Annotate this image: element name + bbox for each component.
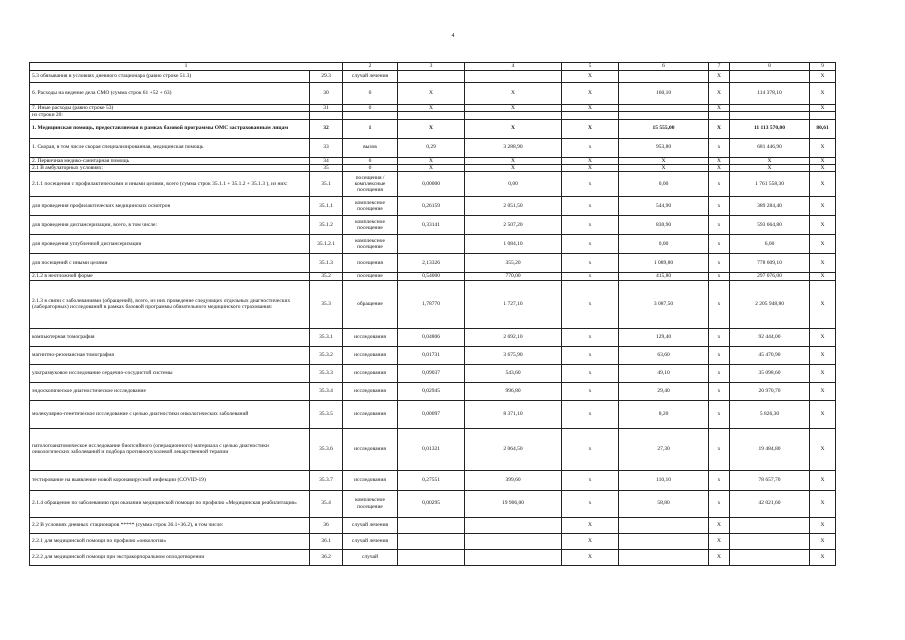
table-cell: 35.3.7 <box>310 470 343 490</box>
table-cell: 35.1.1 <box>310 197 343 216</box>
table-cell: исследования <box>343 470 398 490</box>
table-cell: 996,80 <box>465 382 562 400</box>
table-cell <box>465 71 562 83</box>
table-cell: 2 051,50 <box>465 197 562 216</box>
table-cell: 35.3.1 <box>310 328 343 346</box>
table-cell: 1 761 558,30 <box>730 172 810 197</box>
table-cell: исследования <box>343 328 398 346</box>
table-cell: 953,80 <box>619 138 709 157</box>
table-cell: 399,60 <box>465 470 562 490</box>
table-cell <box>562 112 619 119</box>
table-row <box>30 517 836 533</box>
table-cell: X <box>709 119 730 138</box>
table-cell: 0,00000 <box>398 172 465 197</box>
table-row <box>30 280 836 328</box>
table-cell: X <box>709 549 730 565</box>
table-cell: 0,29 <box>398 138 465 157</box>
row-label: 2.1.2 в неотложной форме <box>30 273 310 280</box>
table-cell <box>343 112 398 119</box>
table-cell: 0,00097 <box>398 400 465 428</box>
table-cell: X <box>810 197 836 216</box>
table-row <box>30 346 836 364</box>
table-cell: x <box>709 428 730 470</box>
table-cell: 593 664,80 <box>730 216 810 235</box>
table-cell: 2 064,50 <box>465 428 562 470</box>
table-cell: x <box>709 273 730 280</box>
table-cell: X <box>810 138 836 157</box>
row-label: 7. Иные расходы (равно строке 53) <box>30 105 310 112</box>
table-cell: x <box>709 235 730 254</box>
table-cell: 63,60 <box>619 346 709 364</box>
table-cell: X <box>562 157 619 164</box>
financing-table <box>29 62 836 566</box>
table-cell: X <box>398 164 465 171</box>
table-cell: исследования <box>343 400 398 428</box>
table-cell: 49,10 <box>619 364 709 382</box>
table-cell: 110,10 <box>619 470 709 490</box>
table-row <box>30 119 836 138</box>
row-label: патологоанатомическое исследование биопсийного (операционного) материала с целью диагностики онкологических заболеваний и подбора противоопухолевой лекарственной терапии <box>30 428 310 470</box>
row-label: для посещений с иными целями <box>30 254 310 273</box>
table-cell: случай лечения <box>343 517 398 533</box>
table-row <box>30 382 836 400</box>
table-cell: 0,26159 <box>398 197 465 216</box>
table-row <box>30 172 836 197</box>
table-cell: 0 <box>343 105 398 112</box>
row-label: 6. Расходы на ведение дела СМО (сумма строк 61 +52 + 63) <box>30 83 310 105</box>
table-cell: 58,80 <box>619 490 709 517</box>
table-cell: 0,00 <box>619 235 709 254</box>
table-cell: X <box>465 83 562 105</box>
table-cell <box>810 112 836 119</box>
table-cell <box>465 517 562 533</box>
table-cell: x <box>562 197 619 216</box>
table-cell: 355,20 <box>465 254 562 273</box>
table-cell: 32 <box>310 119 343 138</box>
header-cell: 3 <box>398 63 465 71</box>
table-cell: 543,60 <box>465 364 562 382</box>
table-cell <box>398 533 465 549</box>
row-label: эндоскопическое диагностическое исследование <box>30 382 310 400</box>
table-cell: 1 084,10 <box>465 235 562 254</box>
table-cell: случай <box>343 549 398 565</box>
table-cell: 5 826,30 <box>730 400 810 428</box>
table-cell: X <box>709 533 730 549</box>
table-cell: X <box>562 119 619 138</box>
table-cell: 35.1.3 <box>310 254 343 273</box>
table-cell: X <box>709 71 730 83</box>
table-cell: 35.3 <box>310 280 343 328</box>
row-label: 2.1.4 обращение по заболеванию при оказании медицинской помощи по профилю «Медицинская реабилитация» <box>30 490 310 517</box>
table-cell: 78 657,70 <box>730 470 810 490</box>
table-cell: 35.1 <box>310 172 343 197</box>
table-cell: 8 371,10 <box>465 400 562 428</box>
table-cell: 92 444,00 <box>730 328 810 346</box>
table-cell: X <box>398 105 465 112</box>
table-cell: случай лечения <box>343 533 398 549</box>
table-row <box>30 328 836 346</box>
table-cell: 35 <box>310 164 343 171</box>
table-cell: X <box>562 549 619 565</box>
table-cell: 35.1.2 <box>310 216 343 235</box>
table-cell: 0,00 <box>465 172 562 197</box>
table-cell: 2,13326 <box>398 254 465 273</box>
table-cell: X <box>562 517 619 533</box>
table-cell <box>730 105 810 112</box>
table-cell: X <box>465 119 562 138</box>
table-cell: 3 288,90 <box>465 138 562 157</box>
row-label: для проведения диспансеризации, всего, в том числе: <box>30 216 310 235</box>
header-cell: 8 <box>730 63 810 71</box>
row-label: молекулярно-генетическое исследование с целью диагностики онкологических заболеваний <box>30 400 310 428</box>
table-cell: 29,40 <box>619 382 709 400</box>
table-cell: комплексное посещение <box>343 490 398 517</box>
table-cell: x <box>709 197 730 216</box>
header-row <box>30 63 836 71</box>
table-cell: X <box>810 157 836 164</box>
table-cell: x <box>709 216 730 235</box>
table-cell: 681 446,90 <box>730 138 810 157</box>
table-cell: x <box>562 216 619 235</box>
header-cell: 2 <box>343 63 398 71</box>
table-cell: посещения / комплексные посещения <box>343 172 398 197</box>
table-cell: 0,09037 <box>398 364 465 382</box>
table-cell: 35.3.2 <box>310 346 343 364</box>
table-cell: x <box>709 400 730 428</box>
table-cell: X <box>810 172 836 197</box>
table-cell: 36 <box>310 517 343 533</box>
table-cell: 0,01321 <box>398 428 465 470</box>
table-cell: x <box>709 138 730 157</box>
table-cell: 34 <box>310 157 343 164</box>
table-cell: 2 692,10 <box>465 328 562 346</box>
page-number: 4 <box>451 33 455 39</box>
table-cell: X <box>810 533 836 549</box>
row-label: 2.1.1 посещения с профилактическими и иными целями, всего (сумма строк 35.1.1 + 35.1.2 + 35.1.3 ), из них: <box>30 172 310 197</box>
table-cell: X <box>810 470 836 490</box>
row-label: 5.3 обязывания в условиях дневного стационара (равно строке 51.3) <box>30 71 310 83</box>
table-cell: x <box>562 138 619 157</box>
table-cell: x <box>562 328 619 346</box>
table-cell: 6,00 <box>730 235 810 254</box>
table-cell: x <box>562 254 619 273</box>
table-row <box>30 71 836 83</box>
table-cell: X <box>398 83 465 105</box>
table-cell: X <box>810 280 836 328</box>
table-cell: X <box>730 157 810 164</box>
table-cell: X <box>810 364 836 382</box>
table-cell <box>730 112 810 119</box>
table-row <box>30 112 836 119</box>
table-row <box>30 533 836 549</box>
table-cell: 33 <box>310 138 343 157</box>
table-row <box>30 235 836 254</box>
row-label: 2.1 В амбулаторных условиях: <box>30 164 310 171</box>
header-cell: 5 <box>562 63 619 71</box>
table-cell: X <box>709 105 730 112</box>
table-cell: x <box>709 346 730 364</box>
table-cell: 2 205 948,80 <box>730 280 810 328</box>
table-cell: X <box>810 490 836 517</box>
table-cell <box>730 517 810 533</box>
table-cell: X <box>810 83 836 105</box>
table-cell: комплексное посещение <box>343 235 398 254</box>
table-cell: x <box>562 490 619 517</box>
table-cell: 11 113 570,00 <box>730 119 810 138</box>
table-cell: исследования <box>343 382 398 400</box>
table-cell: 3 087,50 <box>619 280 709 328</box>
table-cell: посещения <box>343 254 398 273</box>
table-cell: посещение <box>343 273 398 280</box>
table-cell: исследования <box>343 346 398 364</box>
row-label: 1. Скорая, в том числе скорая специализированная, медицинская помощь <box>30 138 310 157</box>
table-cell: 20 970,70 <box>730 382 810 400</box>
table-cell: x <box>562 235 619 254</box>
table-cell: 0,01731 <box>398 346 465 364</box>
table-cell: X <box>810 400 836 428</box>
table-cell: 0,00295 <box>398 490 465 517</box>
table-cell: 129,40 <box>619 328 709 346</box>
header-cell: 6 <box>619 63 709 71</box>
table-cell: X <box>810 164 836 171</box>
table-cell <box>619 71 709 83</box>
table-cell: x <box>562 428 619 470</box>
table-cell <box>310 112 343 119</box>
table-cell: X <box>465 157 562 164</box>
table-cell <box>730 71 810 83</box>
table-cell: X <box>465 105 562 112</box>
row-label: для проведения профилактических медицинских осмотров <box>30 197 310 216</box>
table-cell <box>730 533 810 549</box>
table-cell: 35 098,60 <box>730 364 810 382</box>
table-cell: X <box>810 254 836 273</box>
table-cell: x <box>562 346 619 364</box>
row-label: 2. Первичная медико-санитарная помощь <box>30 157 310 164</box>
row-label: 2.2.1 для медицинской помощи по профилю «онкология» <box>30 533 310 549</box>
table-cell: X <box>730 164 810 171</box>
table-cell: 35.3.4 <box>310 382 343 400</box>
table-cell: 45 470,90 <box>730 346 810 364</box>
row-label: тестирование на выявление новой коронавирусной инфекции (COVID-19) <box>30 470 310 490</box>
table-cell: 42 021,60 <box>730 490 810 517</box>
table-cell <box>709 112 730 119</box>
table-cell <box>730 549 810 565</box>
table-cell: комплексное посещение <box>343 197 398 216</box>
table-cell: X <box>810 235 836 254</box>
table-cell: 31 <box>310 105 343 112</box>
table-cell: X <box>709 164 730 171</box>
table-cell: x <box>709 254 730 273</box>
table-row <box>30 428 836 470</box>
table-cell: случай лечения <box>343 71 398 83</box>
header-cell: 7 <box>709 63 730 71</box>
table-cell: обращение <box>343 280 398 328</box>
table-row <box>30 164 836 171</box>
row-label: из строки 20: <box>30 112 310 119</box>
table-cell: x <box>562 364 619 382</box>
table-cell: 1 089,80 <box>619 254 709 273</box>
table-cell: 1 727,10 <box>465 280 562 328</box>
table-row <box>30 254 836 273</box>
table-cell: 35.3.5 <box>310 400 343 428</box>
table-cell: x <box>562 172 619 197</box>
table-cell: 19 484,80 <box>730 428 810 470</box>
table-row <box>30 83 836 105</box>
table-cell: 2 507,20 <box>465 216 562 235</box>
table-row <box>30 105 836 112</box>
table-cell: x <box>562 470 619 490</box>
table-cell: 0,04806 <box>398 328 465 346</box>
table-cell <box>398 112 465 119</box>
row-label: 2.2 В условиях дневных стационаров ***** (сумма строк 36.1+36.2), в том числе: <box>30 517 310 533</box>
table-cell: X <box>810 71 836 83</box>
table-cell: X <box>398 119 465 138</box>
table-cell: x <box>709 382 730 400</box>
header-cell: 4 <box>465 63 562 71</box>
table-cell: 36.1 <box>310 533 343 549</box>
table-cell: x <box>709 490 730 517</box>
row-label: магнитно-резонансная томография <box>30 346 310 364</box>
table-cell: 830,90 <box>619 216 709 235</box>
table-cell: 544,90 <box>619 197 709 216</box>
table-cell: 160,10 <box>619 83 709 105</box>
table-cell: 778 609,10 <box>730 254 810 273</box>
table-cell: 0,00 <box>619 172 709 197</box>
table-cell <box>398 235 465 254</box>
table-cell: X <box>810 328 836 346</box>
table-row <box>30 197 836 216</box>
table-cell: x <box>709 280 730 328</box>
table-cell: 8,20 <box>619 400 709 428</box>
table-cell: 19 906,00 <box>465 490 562 517</box>
table-cell: 27,30 <box>619 428 709 470</box>
table-cell: 297 076,00 <box>730 273 810 280</box>
table-cell: X <box>810 517 836 533</box>
table-cell: x <box>709 328 730 346</box>
row-label: 2.2.2 для медицинской помощи при экстракорпоральном оплодотворении <box>30 549 310 565</box>
table-row <box>30 364 836 382</box>
table-cell: 415,80 <box>619 273 709 280</box>
table-cell: исследования <box>343 428 398 470</box>
row-label: ультразвуковое исследование сердечно-сосудистой системы <box>30 364 310 382</box>
table-cell: x <box>709 470 730 490</box>
table-cell: 0,02945 <box>398 382 465 400</box>
table-cell: x <box>562 400 619 428</box>
table-cell: X <box>810 273 836 280</box>
table-cell <box>619 533 709 549</box>
table-row <box>30 157 836 164</box>
table-cell: x <box>562 280 619 328</box>
table-cell: X <box>562 71 619 83</box>
row-label: 2.1.3 в связи с заболеваниями (обращений), всего, из них проведение следующих отдельных диагностических (лабораторных) исследований в рамках базовой программы обязательного медицинского страхования: <box>30 280 310 328</box>
table-cell: 0,54000 <box>398 273 465 280</box>
table-cell: x <box>709 364 730 382</box>
table-cell: X <box>562 83 619 105</box>
table-cell: 35.3.3 <box>310 364 343 382</box>
table-cell: 30 <box>310 83 343 105</box>
table-cell: X <box>619 164 709 171</box>
table-cell: X <box>562 164 619 171</box>
table-cell: 36.2 <box>310 549 343 565</box>
table-cell: 35.4 <box>310 490 343 517</box>
table-row <box>30 273 836 280</box>
table-cell: x <box>562 382 619 400</box>
table-cell: 0 <box>343 157 398 164</box>
table-cell: X <box>619 157 709 164</box>
table-row <box>30 470 836 490</box>
table-cell: 35.1.2.1 <box>310 235 343 254</box>
table-cell: X <box>465 164 562 171</box>
table-cell: комплексное посещение <box>343 216 398 235</box>
row-label: компьютерная томография <box>30 328 310 346</box>
table-cell: X <box>810 346 836 364</box>
table-cell: 15 555,00 <box>619 119 709 138</box>
table-cell: X <box>709 157 730 164</box>
table-cell <box>465 549 562 565</box>
table-cell: 389 284,40 <box>730 197 810 216</box>
table-row <box>30 549 836 565</box>
table-cell: X <box>398 157 465 164</box>
table-cell: 35.2 <box>310 273 343 280</box>
table-cell: вызов <box>343 138 398 157</box>
table-row <box>30 138 836 157</box>
table-cell: X <box>810 105 836 112</box>
table-cell: 0,33141 <box>398 216 465 235</box>
table-cell <box>619 517 709 533</box>
table-cell <box>619 112 709 119</box>
table-cell <box>619 549 709 565</box>
table-cell: 770,00 <box>465 273 562 280</box>
table-cell: X <box>562 533 619 549</box>
row-label: 1. Медицинская помощь, предоставляемая в рамках базовой программы ОМС застрахованным лицам <box>30 119 310 138</box>
table-cell: 0 <box>343 164 398 171</box>
table-cell <box>398 549 465 565</box>
table-cell: 0 <box>343 83 398 105</box>
header-cell: 9 <box>810 63 836 71</box>
table-cell: 29.3 <box>310 71 343 83</box>
table-cell: 35.3.6 <box>310 428 343 470</box>
table-cell: X <box>562 105 619 112</box>
table-cell: 1 <box>343 119 398 138</box>
table-cell: 1,78770 <box>398 280 465 328</box>
header-cell: 1 <box>30 63 343 71</box>
table-cell: X <box>709 83 730 105</box>
table-row <box>30 400 836 428</box>
table-cell: X <box>810 216 836 235</box>
table-cell <box>465 112 562 119</box>
table-cell <box>619 105 709 112</box>
row-label: для проведения углубленной диспансеризации <box>30 235 310 254</box>
table-cell: X <box>709 517 730 533</box>
table-row <box>30 216 836 235</box>
table-row <box>30 490 836 517</box>
table-cell <box>398 71 465 83</box>
table-cell <box>465 533 562 549</box>
table-cell: x <box>709 172 730 197</box>
table-cell <box>398 517 465 533</box>
table-cell: X <box>810 428 836 470</box>
table-cell: X <box>810 549 836 565</box>
table-cell: 80,61 <box>810 119 836 138</box>
table-cell: исследования <box>343 364 398 382</box>
table-cell: 0,27551 <box>398 470 465 490</box>
table-cell: X <box>810 382 836 400</box>
table-cell: 114 378,10 <box>730 83 810 105</box>
table-cell: x <box>562 273 619 280</box>
table-cell: 3 675,90 <box>465 346 562 364</box>
